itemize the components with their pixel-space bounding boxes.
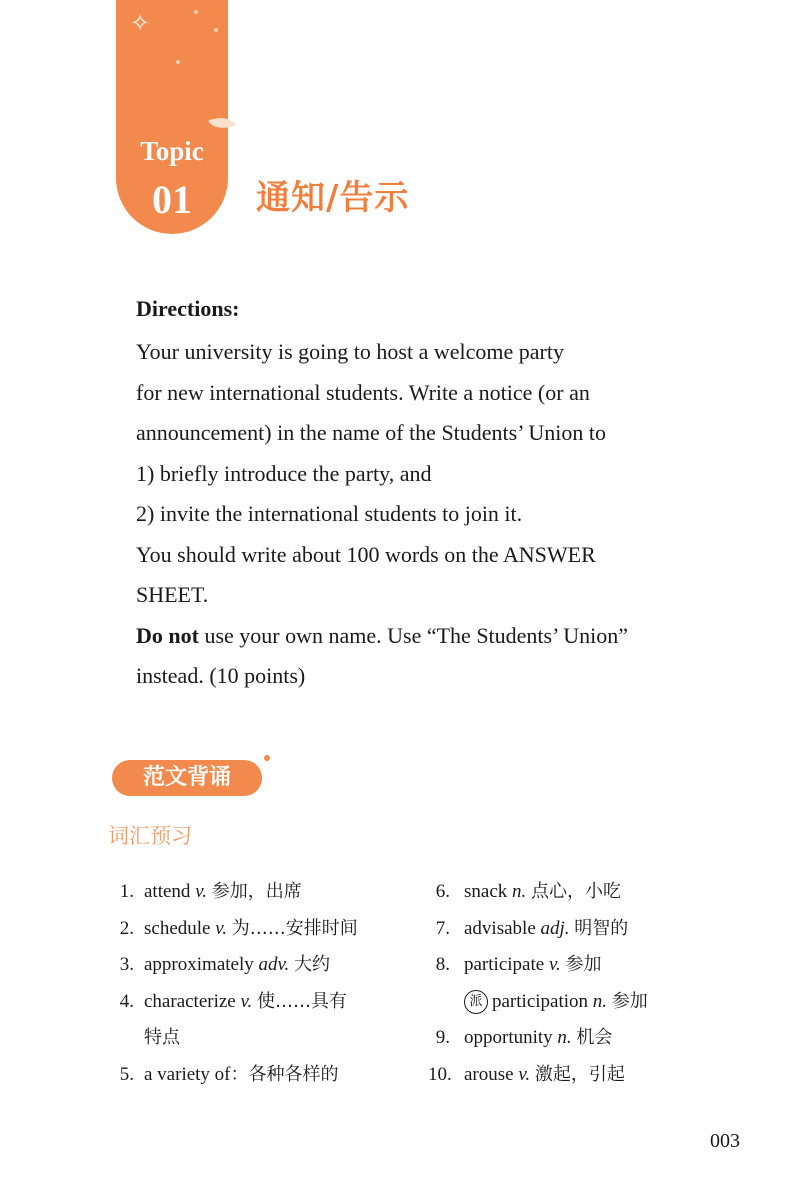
directions-line: You should write about 100 words on the ANSWER [136, 541, 596, 567]
vocab-pos: n. [592, 990, 608, 1012]
vocab-word: attend [144, 881, 191, 902]
vocab-number: 5. [119, 1063, 134, 1085]
decor-dot [194, 10, 198, 14]
vocab-number: 7. [435, 917, 450, 939]
vocab-word: opportunity [464, 1027, 553, 1048]
directions-line: for new international students. Write a notice (or an [136, 379, 590, 405]
vocab-meaning: 参加 [565, 954, 602, 975]
vocab-word: arouse [464, 1063, 514, 1085]
vocab-heading: 词汇预习 [108, 824, 192, 848]
vocab-number: 1. [119, 881, 134, 902]
vocab-meaning: 明智的 [574, 917, 629, 939]
vocab-meaning: 使……具有 [257, 990, 348, 1012]
vocab-number: 6. [435, 881, 450, 902]
vocab-word: advisable [464, 917, 536, 939]
vocab-pos: v. [240, 990, 253, 1012]
vocab-pos: adv. [258, 954, 290, 975]
vocab-pos: n. [557, 1027, 572, 1048]
topic-number: 01 [152, 177, 192, 222]
directions-line: 2) invite the international students to join it. [136, 501, 523, 526]
vocab-word: approximately [144, 954, 254, 975]
directions-note [136, 616, 696, 657]
decor-dot [176, 60, 180, 64]
topic-tab [116, 0, 228, 234]
vocab-meaning: 为……安排时间 [231, 917, 358, 939]
decor-dot [214, 28, 218, 32]
note-bold: Do not [136, 622, 199, 648]
vocab-pos: v. [518, 1063, 531, 1085]
vocab-number: 9. [435, 1027, 450, 1048]
directions-line: SHEET. [136, 582, 209, 607]
page-number: 003 [710, 1130, 740, 1152]
vocab-meaning: 大约 [294, 954, 331, 975]
vocab-meaning: 点心，小吃 [531, 881, 622, 902]
vocab-word: a variety of [144, 1063, 231, 1085]
vocab-meaning: 参加，出席 [211, 881, 302, 902]
directions-line: 1) briefly introduce the party, and [136, 460, 432, 486]
topic-label: Topic [140, 136, 204, 166]
vocab-word: characterize [144, 990, 236, 1012]
vocab-meaning: 激起，引起 [534, 1063, 625, 1085]
derived-word-icon: 派 [464, 990, 488, 1014]
vocab-word: participate [464, 954, 545, 975]
decor-dot [264, 755, 270, 761]
vocab-meaning: 参加 [611, 990, 648, 1012]
vocab-number: 10. [428, 1063, 452, 1085]
page-title: 通知/告示 [256, 178, 410, 218]
directions-note-line2: instead. (10 points) [136, 663, 306, 688]
directions-line: Your university is going to host a welcome party [136, 339, 564, 364]
vocab-meaning: ：各种各样的 [230, 1063, 339, 1085]
note-rest: use your own name. Use “The Students’ Union” [198, 622, 629, 648]
directions-heading: Directions: [136, 296, 240, 321]
vocab-pos: v. [548, 954, 561, 975]
vocab-pos: v. [195, 881, 207, 902]
vocab-word: snack [464, 881, 508, 902]
vocab-pos: v. [215, 917, 228, 939]
vocab-number: 3. [119, 954, 134, 975]
vocab-word: schedule [144, 917, 211, 939]
vocab-pos: n. [512, 881, 527, 902]
sparkle-icon: ✧ [130, 11, 151, 37]
vocab-pos: adj. [540, 917, 570, 939]
vocab-number: 2. [119, 917, 134, 939]
section-badge: 范文背诵 [112, 760, 262, 796]
leaf-icon [208, 112, 235, 133]
vocab-meaning: 特点 [144, 1027, 180, 1048]
vocab-meaning: 机会 [576, 1027, 613, 1048]
directions-block [136, 296, 696, 697]
vocab-word: participation [492, 990, 589, 1012]
directions-line: announcement) in the name of the Students’ Union to [136, 420, 607, 445]
vocab-number: 8. [435, 954, 450, 975]
vocab-number: 4. [119, 990, 134, 1012]
